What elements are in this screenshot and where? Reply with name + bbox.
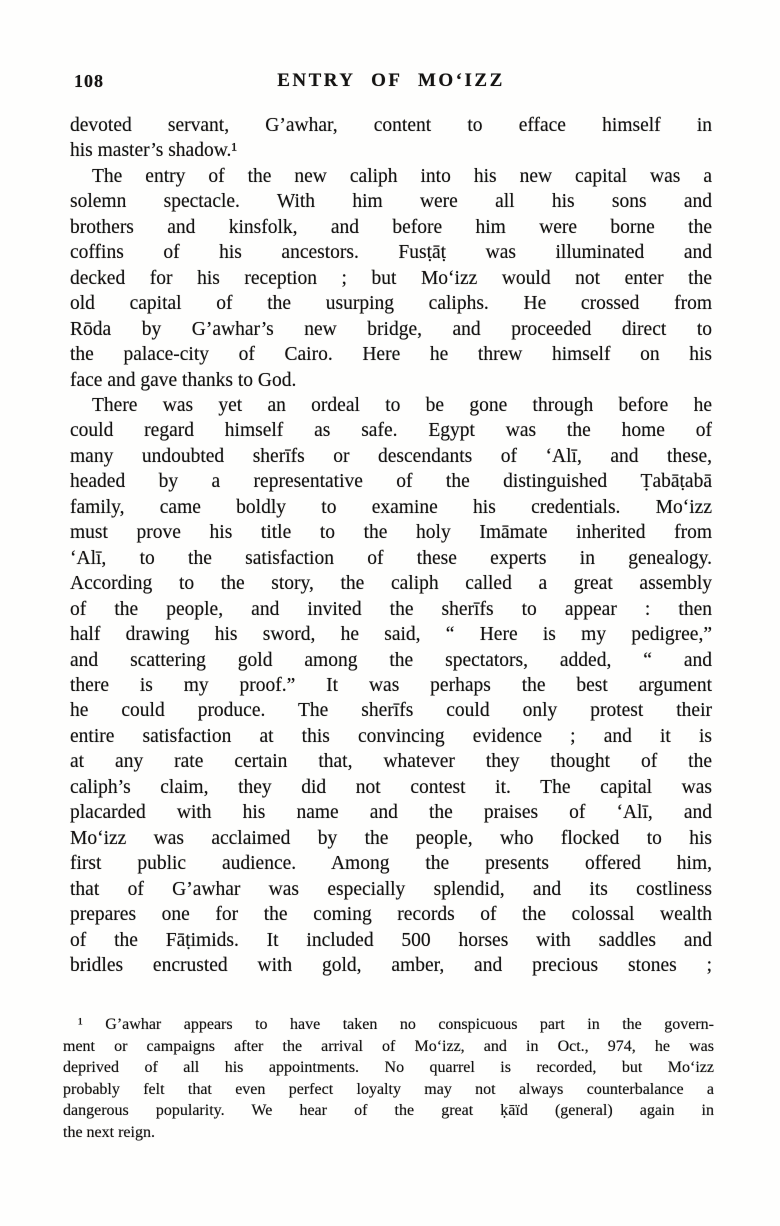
footnote-line: the next reign. bbox=[63, 1123, 155, 1141]
text-line: caliph’s claim, they did not contest it. The capital was bbox=[70, 776, 712, 798]
footnote bbox=[63, 1014, 714, 1144]
running-title: ENTRY OF MO‘IZZ bbox=[277, 70, 505, 91]
footnote-line: deprived of all his appointments. No quarrel is recorded, but Mo‘izz bbox=[63, 1059, 714, 1077]
text-line: at any rate certain that, whatever they thought of the bbox=[70, 751, 712, 773]
paragraph bbox=[70, 164, 712, 393]
text-line: bridles encrusted with gold, amber, and precious stones ; bbox=[70, 954, 712, 976]
paragraph bbox=[70, 393, 712, 978]
text-line: The entry of the new caliph into his new capital was a bbox=[92, 165, 712, 187]
text-line: headed by a representative of the distinguished Ṭabāṭabā bbox=[70, 471, 712, 493]
body-text bbox=[70, 113, 712, 978]
text-line: there is my proof.” It was perhaps the best argument bbox=[70, 674, 712, 696]
paragraph bbox=[70, 113, 712, 164]
text-line: devoted servant, G’awhar, content to efface himself in bbox=[70, 115, 712, 136]
text-line: he could produce. The sherīfs could only protest their bbox=[70, 700, 712, 722]
footnote-line: ¹ G’awhar appears to have taken no conspicuous part in the govern- bbox=[78, 1016, 714, 1033]
text-line: many undoubted sherīfs or descendants of ‘Alī, and these, bbox=[70, 445, 712, 467]
text-line: solemn spectacle. With him were all his sons and bbox=[70, 191, 712, 213]
text-line: old capital of the usurping caliphs. He crossed from bbox=[70, 293, 712, 315]
text-line: of the Fāṭimids. It included 500 horses with saddles and bbox=[70, 929, 712, 951]
text-line: of the people, and invited the sherīfs to appear : then bbox=[70, 598, 712, 620]
text-line: face and gave thanks to God. bbox=[70, 369, 297, 391]
text-line: the palace-city of Cairo. Here he threw himself on his bbox=[70, 344, 712, 366]
text-line: first public audience. Among the presents offered him, bbox=[70, 853, 712, 875]
text-line: family, came boldly to examine his credentials. Mo‘izz bbox=[70, 496, 712, 518]
footnote-line: probably felt that even perfect loyalty may not always counterbalance a bbox=[63, 1080, 714, 1098]
text-line: decked for his reception ; but Mo‘izz would not enter the bbox=[70, 267, 712, 289]
text-line: his master’s shadow.¹ bbox=[70, 140, 238, 162]
text-line: ‘Alī, to the satisfaction of these experts in genealogy. bbox=[70, 547, 712, 569]
text-line: half drawing his sword, he said, “ Here is my pedigree,” bbox=[70, 624, 712, 646]
text-line: Rōda by G’awhar’s new bridge, and proceeded direct to bbox=[70, 318, 712, 340]
footnote-line: ment or campaigns after the arrival of Mo‘izz, and in Oct., 974, he was bbox=[63, 1037, 714, 1055]
text-line: There was yet an ordeal to be gone through before he bbox=[92, 394, 712, 416]
text-line: placarded with his name and the praises of ‘Alī, and bbox=[70, 802, 712, 824]
text-line: could regard himself as safe. Egypt was the home of bbox=[70, 420, 712, 442]
text-line: According to the story, the caliph called a great assembly bbox=[70, 573, 712, 595]
text-line: must prove his title to the holy Imāmate inherited from bbox=[70, 522, 712, 544]
page-header bbox=[70, 70, 712, 96]
text-line: Mo‘izz was acclaimed by the people, who flocked to his bbox=[70, 827, 712, 849]
text-line: that of G’awhar was especially splendid, and its costliness bbox=[70, 878, 712, 900]
text-line: prepares one for the coming records of the colossal wealth bbox=[70, 904, 712, 926]
text-line: brothers and kinsfolk, and before him were borne the bbox=[70, 216, 712, 238]
text-line: entire satisfaction at this convincing evidence ; and it is bbox=[70, 725, 712, 747]
text-line: and scattering gold among the spectators, added, “ and bbox=[70, 649, 712, 671]
page-number: 108 bbox=[74, 71, 104, 91]
footnote-line: dangerous popularity. We hear of the great ḳāïd (general) again in bbox=[63, 1102, 714, 1120]
text-line: coffins of his ancestors. Fusṭāṭ was illuminated and bbox=[70, 242, 712, 264]
